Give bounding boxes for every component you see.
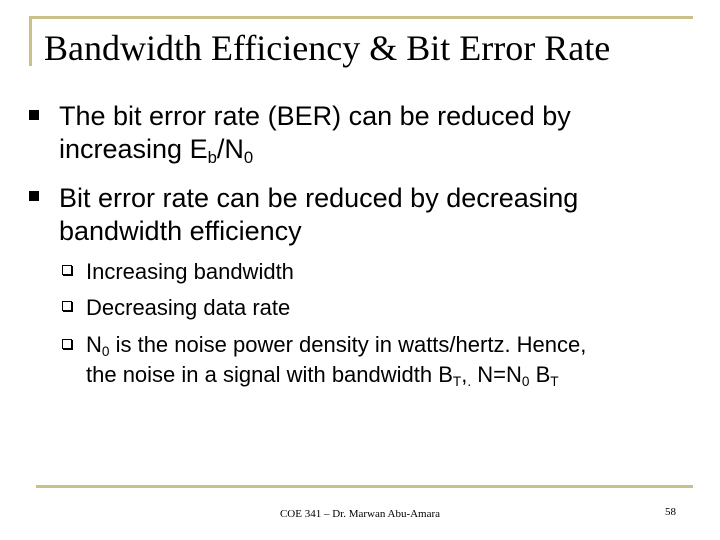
bullet-marker-1 — [29, 110, 39, 120]
bullet-2-text — [59, 182, 699, 248]
bullet-1-line-2-a: increasing E — [59, 134, 208, 164]
subbullet-3-b: B — [529, 362, 551, 387]
bullet-1-sub-0: 0 — [243, 148, 254, 168]
footer-text: COE 341 – Dr. Marwan Abu-Amara — [279, 508, 441, 520]
bullet-1-line-2-b: /N — [216, 134, 244, 164]
bullet-1-text — [59, 100, 699, 166]
subbullet-marker-3 — [62, 339, 72, 349]
bullet-1-sub-b: b — [207, 148, 217, 168]
subbullet-3-sub-0: 0 — [101, 344, 110, 360]
bullet-1-line-1: The bit error rate (BER) can be reduced by — [59, 101, 571, 131]
subbullet-3-text — [86, 330, 706, 390]
subbullet-3-sub-dot: . — [467, 374, 472, 390]
subbullet-3-line-1: is the noise power density in watts/hertz. Hence, — [109, 332, 587, 357]
bullet-2-line-1: Bit error rate can be reduced by decreasing — [59, 183, 579, 213]
subbullet-3-sub-t2: T — [550, 374, 559, 390]
subbullet-2-text: Decreasing data rate — [86, 295, 291, 320]
subbullet-3-sub-0b: 0 — [521, 374, 530, 390]
bullet-marker-2 — [29, 191, 39, 201]
title-accent-top-line — [29, 16, 693, 19]
subbullet-3-comma: , — [461, 362, 468, 387]
title-accent-vertical-line — [29, 16, 32, 66]
footer-accent-line — [36, 485, 693, 488]
subbullet-3-line-2: the noise in a signal with bandwidth B — [86, 362, 453, 387]
subbullet-3-eq: N=N — [471, 362, 522, 387]
subbullet-marker-1 — [62, 265, 72, 275]
subbullet-3-sub-t1: T — [452, 374, 462, 390]
bullet-2-line-2: bandwidth efficiency — [59, 216, 302, 246]
slide-title: Bandwidth Efficiency & Bit Error Rate — [44, 28, 611, 68]
subbullet-marker-2 — [62, 301, 72, 311]
subbullet-1-text: Increasing bandwidth — [86, 259, 294, 284]
subbullet-3-n: N — [86, 332, 102, 357]
page-number: 58 — [665, 506, 676, 518]
